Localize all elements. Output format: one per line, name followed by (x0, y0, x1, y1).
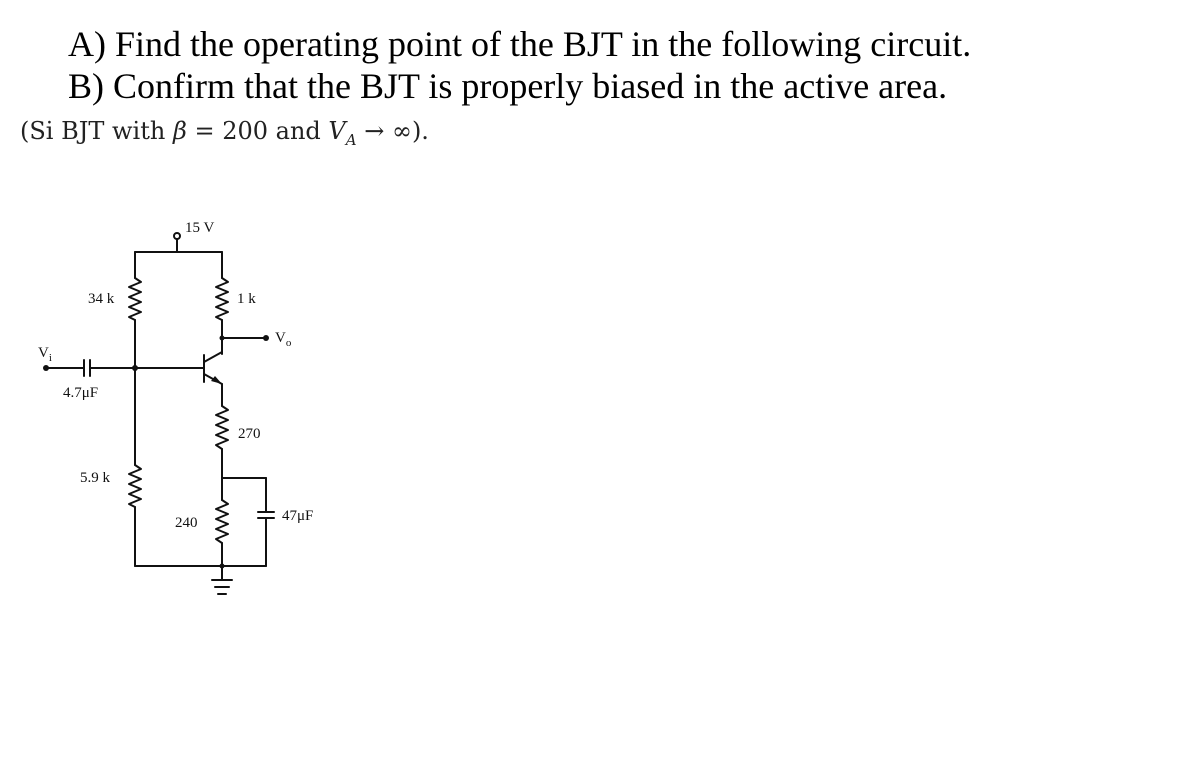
vo-label-sub: o (285, 337, 292, 349)
note-arrow: → ∞). (356, 117, 429, 145)
bjt-collector-lead (204, 352, 222, 362)
vi-label (38, 345, 52, 364)
supply-label: 15 V (185, 220, 215, 236)
resistor-re1 (216, 406, 228, 449)
question-part-b: B) Confirm that the BJT is properly biased in the active area. (68, 66, 948, 106)
cin-label: 4.7μF (63, 385, 99, 401)
question-part-a: A) Find the operating point of the BJT in the following circuit. (68, 24, 972, 64)
resistor-r2 (129, 465, 141, 507)
note-equals: = 200 and (186, 117, 329, 145)
resistor-re2 (216, 500, 228, 543)
vi-label-sub: i (48, 352, 52, 364)
re2-label: 240 (175, 515, 198, 531)
vo-label (275, 330, 292, 349)
base-node (132, 365, 138, 371)
re1-label: 270 (238, 426, 261, 442)
collector-node (220, 336, 225, 341)
va-symbol: V (328, 117, 346, 145)
r1-label: 34 k (88, 291, 115, 307)
resistor-r1 (129, 278, 141, 320)
rc-label: 1 k (237, 291, 256, 307)
ground-node (220, 564, 225, 569)
ce-label: 47μF (282, 508, 314, 524)
vi-label-main: V (38, 345, 49, 361)
va-subscript: A (345, 130, 357, 149)
vi-node (43, 365, 49, 371)
beta-symbol: β (172, 117, 187, 145)
emitter-arrow (211, 376, 222, 384)
vo-node (263, 335, 269, 341)
vo-label-main: V (275, 330, 286, 346)
r2-label: 5.9 k (80, 470, 110, 486)
note-open: (Si BJT with (20, 117, 173, 145)
resistor-rc (216, 278, 228, 320)
